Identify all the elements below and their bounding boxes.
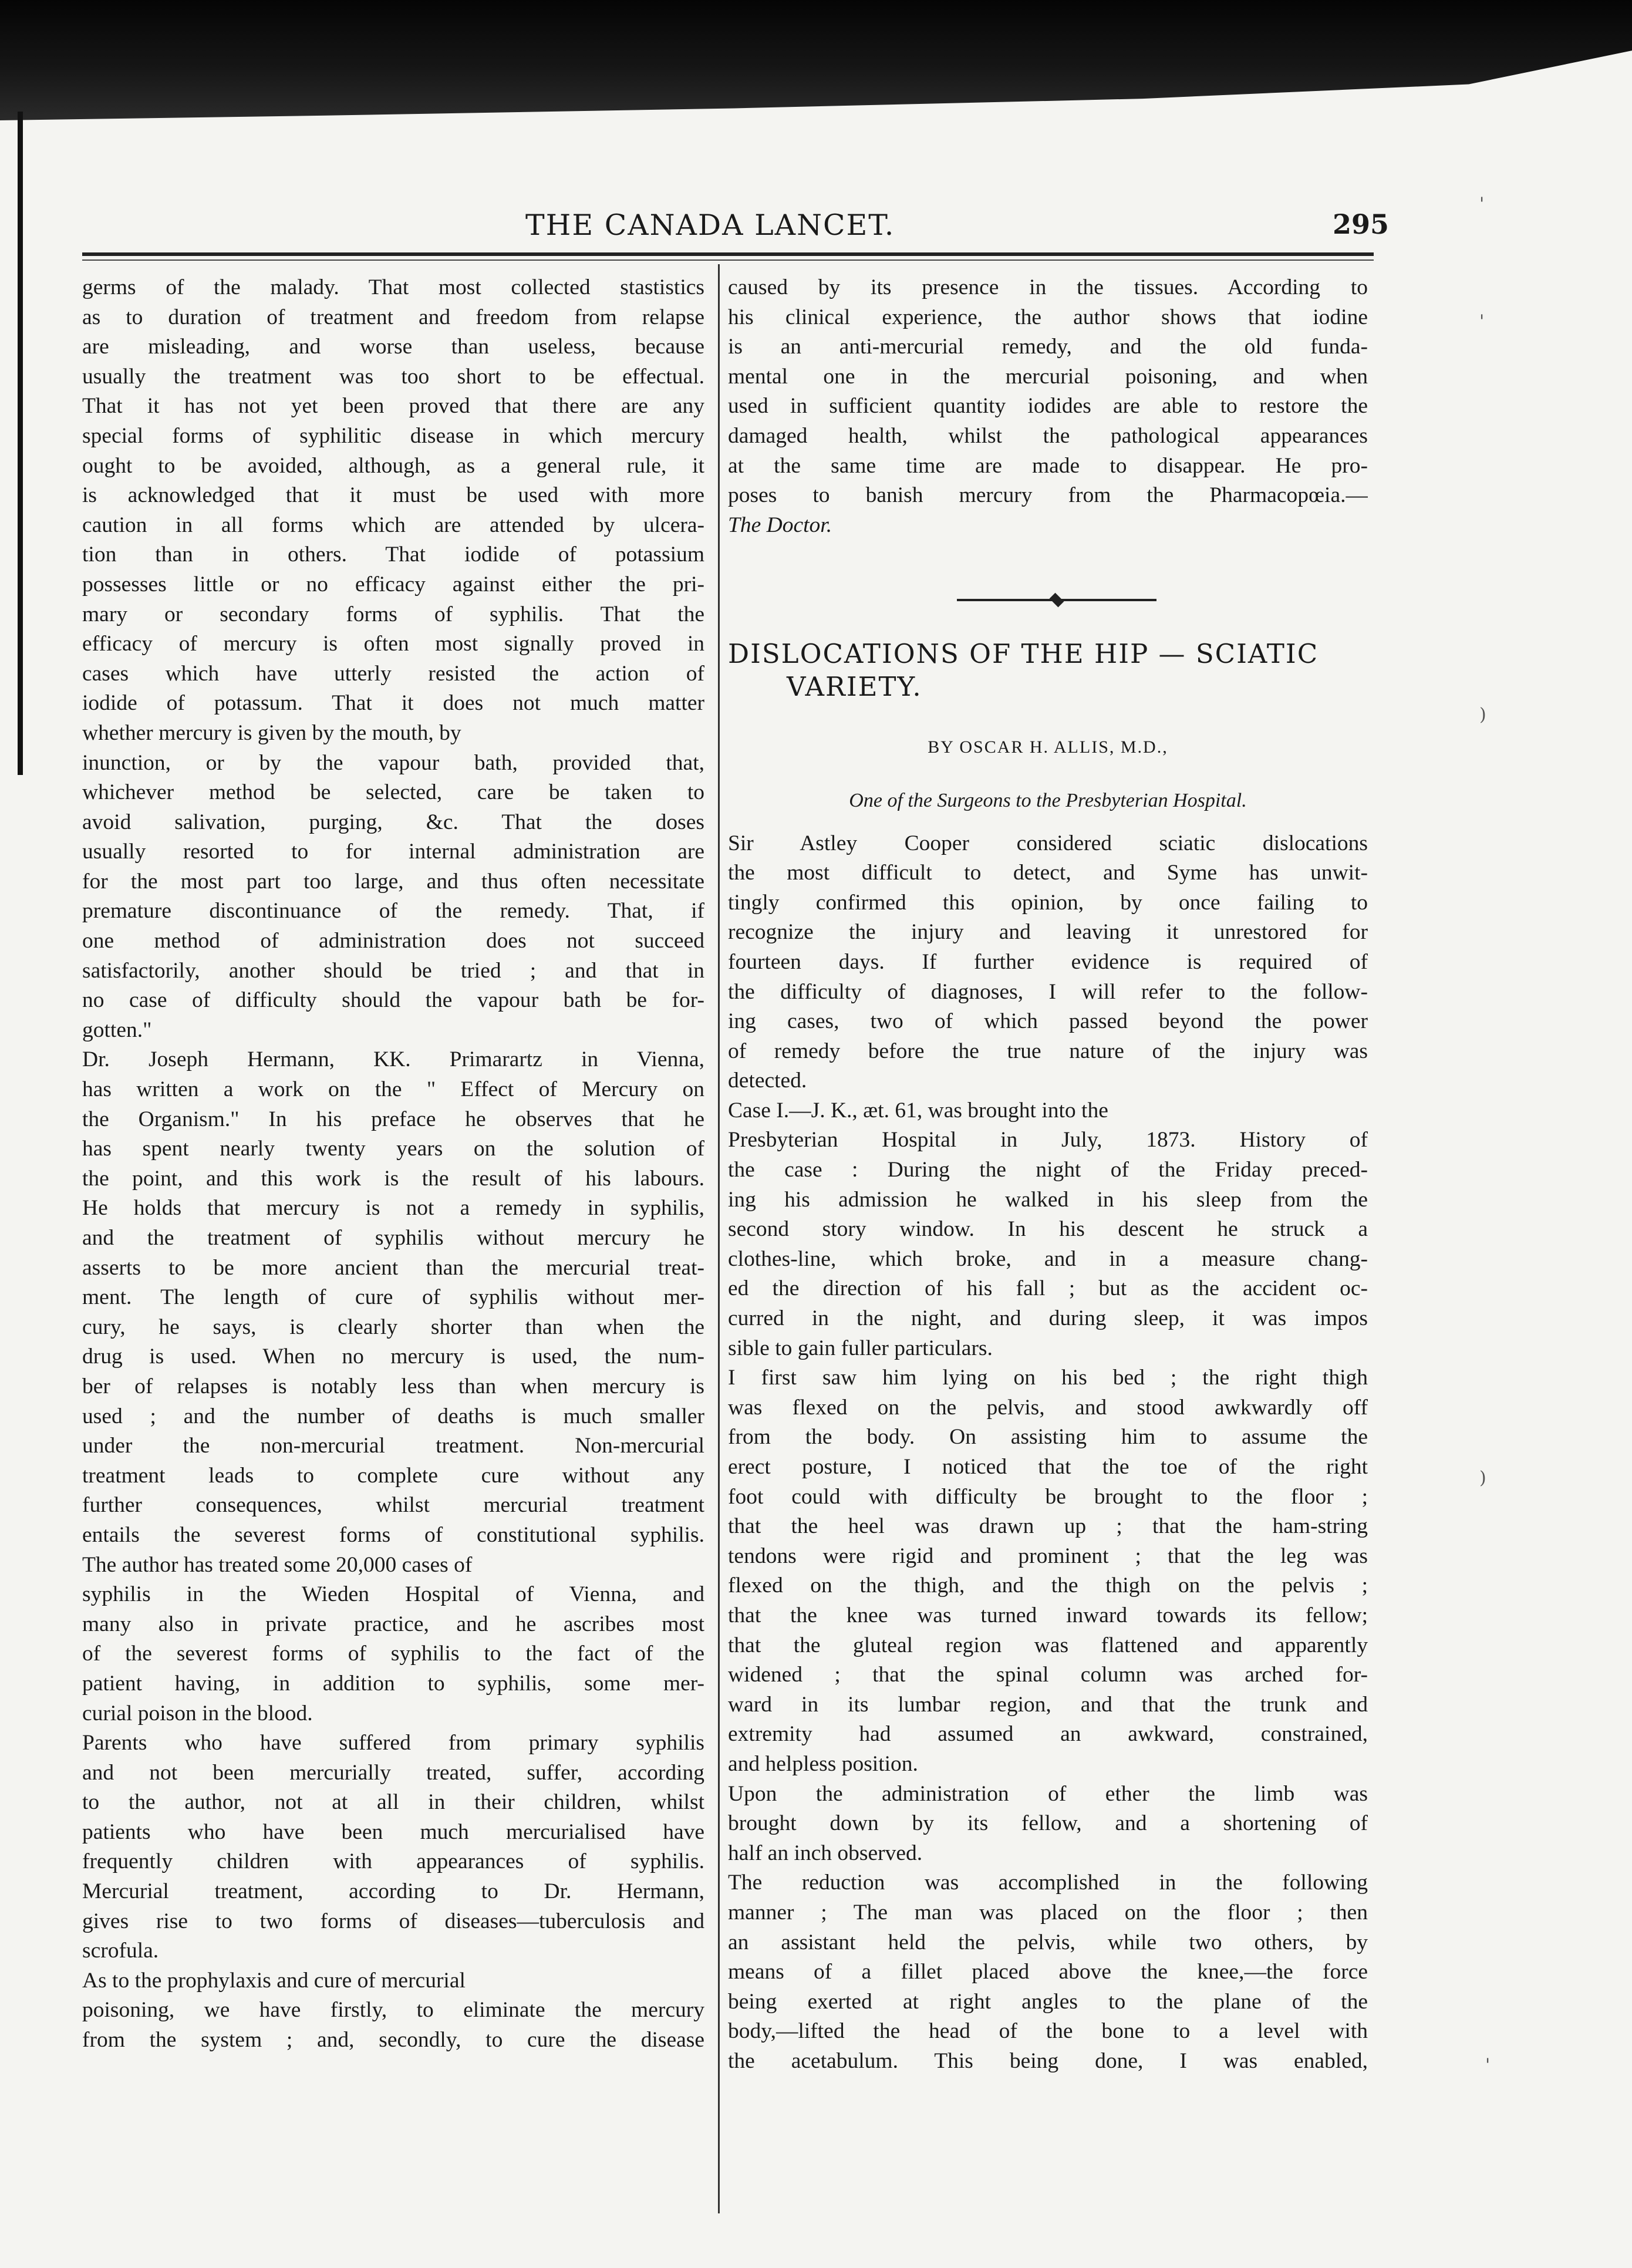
- text-line: that the gluteal region was flattened and apparently: [728, 1633, 1368, 1657]
- text-line: recognize the injury and leaving it unrestored for: [728, 920, 1368, 945]
- text-line: drug is used. When no mercury is used, the num-: [82, 1344, 704, 1369]
- text-line: curial poison in the blood.: [82, 1701, 313, 1726]
- text-line: extremity had assumed an awkward, constrained,: [728, 1722, 1368, 1747]
- text-line: The author has treated some 20,000 cases of: [82, 1552, 473, 1577]
- text-line: entails the severest forms of constitutional syphilis.: [82, 1522, 704, 1547]
- text-line: frequently children with appearances of syphilis.: [82, 1849, 704, 1874]
- text-line: for the most part too large, and thus often necessitate: [82, 869, 704, 894]
- text-line: his clinical experience, the author shows that iodine: [728, 305, 1368, 329]
- text-line: satisfactorily, another should be tried ; and that in: [82, 958, 704, 983]
- text-line: caused by its presence in the tissues. According to: [728, 275, 1368, 299]
- text-line: usually the treatment was too short to be effectual.: [82, 364, 704, 389]
- text-line: means of a fillet placed above the knee,—the force: [728, 1960, 1368, 1984]
- text-line: gives rise to two forms of diseases—tuberculosis and: [82, 1909, 704, 1933]
- text-line: efficacy of mercury is often most signally proved in: [82, 632, 704, 656]
- margin-mark: ': [1479, 194, 1485, 214]
- text-line: has written a work on the " Effect of Mercury on: [82, 1077, 704, 1102]
- text-line: as to duration of treatment and freedom from relapse: [82, 305, 704, 329]
- header-rule-thin: [82, 260, 1374, 261]
- text-line: possesses little or no efficacy against either the pri-: [82, 572, 704, 597]
- text-line: gotten.": [82, 1017, 152, 1042]
- text-line: Mercurial treatment, according to Dr. Hermann,: [82, 1879, 704, 1904]
- text-line: inunction, or by the vapour bath, provided that,: [82, 750, 704, 775]
- text-line: the acetabulum. This being done, I was enabled,: [728, 2048, 1368, 2073]
- text-line: special forms of syphilitic disease in which mercury: [82, 423, 704, 448]
- text-line: Sir Astley Cooper considered sciatic dislocations: [728, 831, 1368, 855]
- left-column: [82, 273, 704, 2055]
- margin-mark: ': [1479, 311, 1485, 332]
- margin-mark: ): [1479, 1468, 1486, 1488]
- text-line: flexed on the thigh, and the thigh on the pelvis ;: [728, 1573, 1368, 1598]
- text-line: usually resorted to for internal administration are: [82, 840, 704, 864]
- text-line: syphilis in the Wieden Hospital of Vienna, and: [82, 1582, 704, 1607]
- margin-mark: ': [1485, 2055, 1491, 2075]
- text-line: the difficulty of diagnoses, I will refer to the follow-: [728, 979, 1368, 1004]
- text-line: one method of administration does not succeed: [82, 929, 704, 953]
- text-line: many also in private practice, and he ascribes most: [82, 1612, 704, 1636]
- text-line: has spent nearly twenty years on the solution of: [82, 1137, 704, 1161]
- text-line: the Organism." In his preface he observes that he: [82, 1107, 704, 1131]
- page-number: 295: [1333, 208, 1390, 240]
- text-line: brought down by its fellow, and a shortening of: [728, 1811, 1368, 1836]
- text-line: That it has not yet been proved that there are any: [82, 394, 704, 419]
- text-line: As to the prophylaxis and cure of mercurial: [82, 1968, 466, 1993]
- text-line: Case I.—J. K., æt. 61, was brought into the: [728, 1098, 1108, 1123]
- text-line: erect posture, I noticed that the toe of the right: [728, 1455, 1368, 1479]
- text-line: fourteen days. If further evidence is required of: [728, 949, 1368, 974]
- header-rule: [82, 252, 1374, 256]
- text-line: ought to be avoided, although, as a general rule, it: [82, 453, 704, 478]
- text-line: ment. The length of cure of syphilis without mer-: [82, 1285, 704, 1310]
- ornament-diamond: [1050, 593, 1064, 608]
- text-line: premature discontinuance of the remedy. That, if: [82, 899, 704, 924]
- text-line: I first saw him lying on his bed ; the right thigh: [728, 1366, 1368, 1390]
- source-attribution: The Doctor.: [728, 513, 832, 537]
- right-column: [728, 273, 1368, 2076]
- article-title-line-2: VARIETY.: [787, 671, 922, 703]
- text-line: avoid salivation, purging, &c. That the doses: [82, 810, 704, 834]
- text-line: used in sufficient quantity iodides are able to restore the: [728, 394, 1368, 419]
- text-line: the most difficult to detect, and Syme has unwit-: [728, 861, 1368, 885]
- text-line: ing his admission he walked in his sleep from the: [728, 1187, 1368, 1212]
- text-line: whichever method be selected, care be taken to: [82, 780, 704, 805]
- scan-dark-border: [0, 0, 1632, 120]
- text-line: tendons were rigid and prominent ; that the leg was: [728, 1544, 1368, 1568]
- text-line: the case : During the night of the Friday preced-: [728, 1158, 1368, 1182]
- text-line: tion than in others. That iodide of potassium: [82, 542, 704, 567]
- text-line: was flexed on the pelvis, and stood awkwardly off: [728, 1395, 1368, 1420]
- text-line: detected.: [728, 1069, 807, 1093]
- text-line: mental one in the mercurial poisoning, and when: [728, 364, 1368, 389]
- text-line: being exerted at right angles to the plane of the: [728, 1989, 1368, 2014]
- text-line: no case of difficulty should the vapour bath be for-: [82, 988, 704, 1013]
- text-line: cury, he says, is clearly shorter than when the: [82, 1315, 704, 1339]
- text-line: that the heel was drawn up ; that the ham-string: [728, 1514, 1368, 1539]
- text-line: poses to banish mercury from the Pharmacopœia.—: [728, 483, 1368, 508]
- text-line: used ; and the number of deaths is much smaller: [82, 1404, 704, 1428]
- text-line: are misleading, and worse than useless, because: [82, 335, 704, 359]
- article-body: [728, 829, 1368, 2077]
- article-title-line-1: DISLOCATIONS OF THE HIP — SCIATIC: [728, 638, 1319, 670]
- text-line: manner ; The man was placed on the floor ; then: [728, 1900, 1368, 1925]
- text-line: germs of the malady. That most collected stastistics: [82, 275, 704, 299]
- text-line: an assistant held the pelvis, while two others, by: [728, 1930, 1368, 1954]
- text-line: clothes-line, which broke, and in a measure chang-: [728, 1246, 1368, 1271]
- text-line: poisoning, we have firstly, to eliminate the mercury: [82, 1998, 704, 2023]
- text-line: tingly confirmed this opinion, by once failing to: [728, 890, 1368, 915]
- text-line: ing cases, two of which passed beyond the power: [728, 1009, 1368, 1034]
- text-line: of the severest forms of syphilis to the fact of the: [82, 1642, 704, 1666]
- text-line: is acknowledged that it must be used with more: [82, 483, 704, 508]
- text-line: asserts to be more ancient than the mercurial treat-: [82, 1255, 704, 1280]
- text-line: and the treatment of syphilis without mercury he: [82, 1226, 704, 1250]
- text-line: at the same time are made to disappear. He pro-: [728, 453, 1368, 478]
- text-line: ber of relapses is notably less than when mercury is: [82, 1374, 704, 1398]
- column-divider: [718, 264, 720, 2213]
- text-line: scrofula.: [82, 1939, 159, 1963]
- author-affiliation: One of the Surgeons to the Presbyterian Hospital.: [849, 789, 1247, 811]
- text-line: whether mercury is given by the mouth, by: [82, 720, 461, 745]
- running-head: THE CANADA LANCET.: [525, 208, 895, 242]
- text-line: patient having, in addition to syphilis, some mer-: [82, 1671, 704, 1696]
- text-line: patients who have been much mercurialised have: [82, 1819, 704, 1844]
- text-line: foot could with difficulty be brought to the floor ;: [728, 1484, 1368, 1509]
- article-title: [728, 638, 1368, 703]
- text-line: further consequences, whilst mercurial treatment: [82, 1493, 704, 1518]
- text-line: from the body. On assisting him to assume the: [728, 1425, 1368, 1450]
- text-line: under the non-mercurial treatment. Non-mercurial: [82, 1434, 704, 1458]
- text-line: treatment leads to complete cure without any: [82, 1463, 704, 1488]
- text-line: iodide of potassum. That it does not much matter: [82, 691, 704, 716]
- text-line: and helpless position.: [728, 1751, 918, 1776]
- text-line: body,—lifted the head of the bone to a level with: [728, 2019, 1368, 2044]
- text-line: of remedy before the true nature of the injury was: [728, 1039, 1368, 1063]
- text-line: curred in the night, and during sleep, it was impos: [728, 1306, 1368, 1331]
- text-line: sible to gain fuller particulars.: [728, 1336, 993, 1360]
- text-line: Parents who have suffered from primary syphilis: [82, 1731, 704, 1755]
- text-line: The reduction was accomplished in the following: [728, 1871, 1368, 1895]
- text-line: from the system ; and, secondly, to cure the disease: [82, 2028, 704, 2053]
- text-line: Presbyterian Hospital in July, 1873. History of: [728, 1128, 1368, 1152]
- text-line: damaged health, whilst the pathological appearances: [728, 423, 1368, 448]
- text-line: second story window. In his descent he struck a: [728, 1217, 1368, 1242]
- text-line: is an anti-mercurial remedy, and the old funda-: [728, 335, 1368, 359]
- text-line: cases which have utterly resisted the action of: [82, 661, 704, 686]
- right-column-continuation: [728, 273, 1368, 511]
- text-line: He holds that mercury is not a remedy in syphilis,: [82, 1196, 704, 1221]
- text-line: and not been mercurially treated, suffer, according: [82, 1760, 704, 1785]
- scan-left-edge: [18, 112, 23, 775]
- text-line: Upon the administration of ether the limb was: [728, 1781, 1368, 1806]
- text-line: caution in all forms which are attended by ulcera-: [82, 513, 704, 537]
- text-line: the point, and this work is the result of his labours.: [82, 1166, 704, 1191]
- text-line: Dr. Joseph Hermann, KK. Primarartz in Vienna,: [82, 1047, 704, 1072]
- text-line: to the author, not at all in their children, whilst: [82, 1790, 704, 1815]
- text-line: widened ; that the spinal column was arched for-: [728, 1663, 1368, 1687]
- section-ornament: [957, 592, 1156, 608]
- text-line: that the knee was turned inward towards its fellow;: [728, 1603, 1368, 1627]
- text-line: mary or secondary forms of syphilis. That the: [82, 602, 704, 626]
- article-byline: BY OSCAR H. ALLIS, M.D.,: [928, 737, 1168, 757]
- margin-mark: ): [1479, 705, 1486, 725]
- text-line: half an inch observed.: [728, 1841, 923, 1865]
- text-line: ward in its lumbar region, and that the trunk and: [728, 1692, 1368, 1717]
- text-line: ed the direction of his fall ; but as the accident oc-: [728, 1276, 1368, 1301]
